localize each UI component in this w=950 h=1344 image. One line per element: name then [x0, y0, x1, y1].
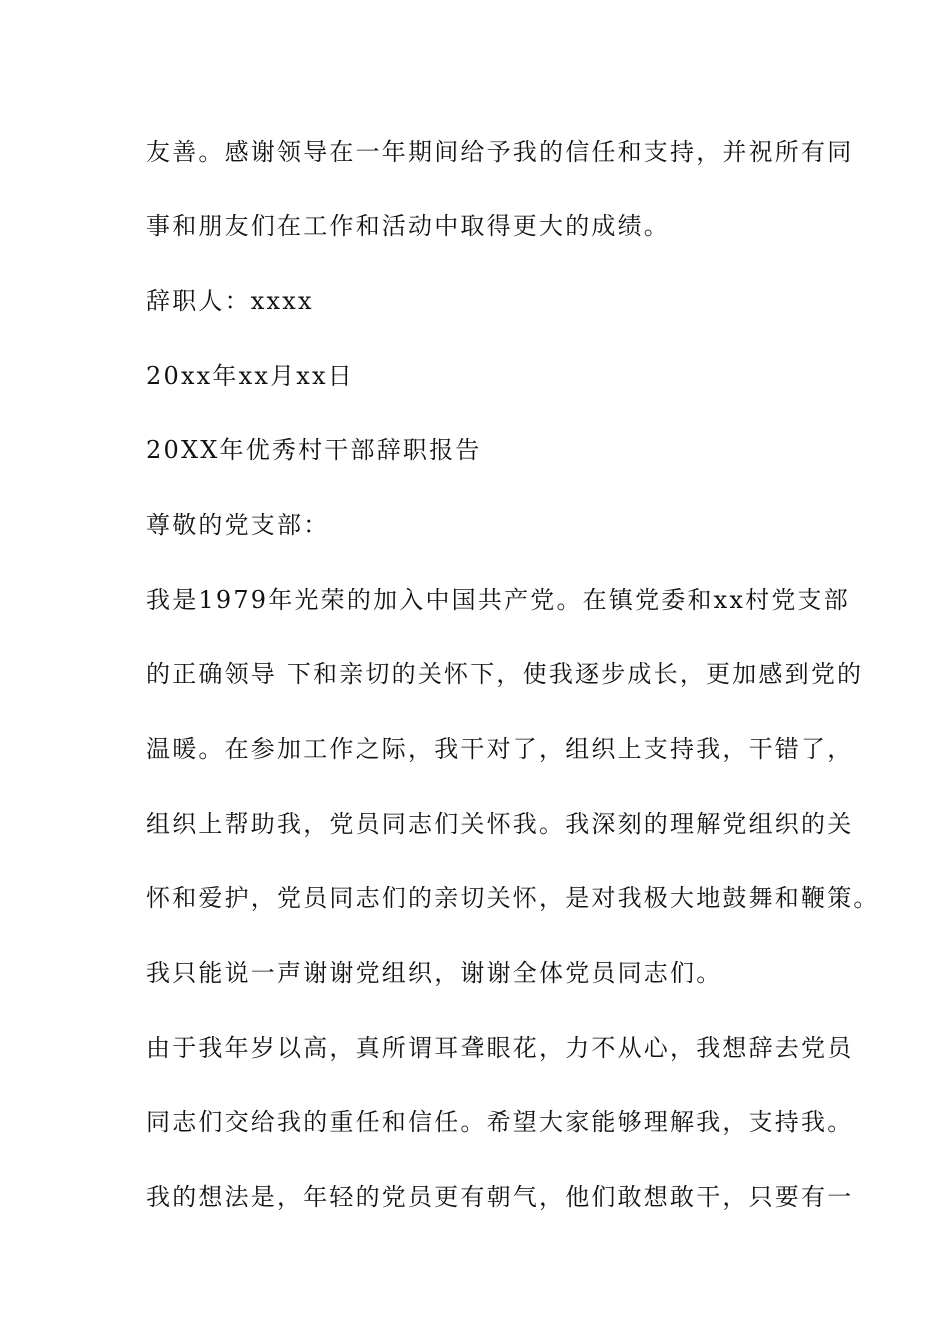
- text-line-7: 我是1979年光荣的加入中国共产党。在镇党委和xx村党支部: [146, 586, 850, 614]
- date-line: 20xx年xx月xx日: [146, 362, 354, 390]
- report-title: 20XX年优秀村干部辞职报告: [146, 436, 482, 464]
- salutation: 尊敬的党支部：: [146, 511, 330, 539]
- resigner-name-line: 辞职人：xxxx: [146, 287, 314, 315]
- text-line-2: 事和朋友们在工作和活动中取得更大的成绩。: [146, 212, 670, 240]
- text-line-8: 的正确领导 下和亲切的关怀下，使我逐步成长，更加感到党的: [146, 660, 864, 688]
- text-line-12: 我只能说一声谢谢党组织，谢谢全体党员同志们。: [146, 959, 723, 987]
- text-line-13: 由于我年岁以高，真所谓耳聋眼花，力不从心，我想辞去党员: [146, 1034, 854, 1062]
- text-line-1: 友善。感谢领导在一年期间给予我的信任和支持，并祝所有同: [146, 138, 854, 166]
- text-line-10: 组织上帮助我，党员同志们关怀我。我深刻的理解党组织的关: [146, 810, 854, 838]
- text-line-14: 同志们交给我的重任和信任。希望大家能够理解我，支持我。: [146, 1108, 854, 1136]
- text-line-11: 怀和爱护，党员同志们的亲切关怀，是对我极大地鼓舞和鞭策。: [146, 884, 880, 912]
- text-line-15: 我的想法是，年轻的党员更有朝气，他们敢想敢干，只要有一: [146, 1183, 854, 1211]
- text-line-9: 温暖。在参加工作之际，我干对了，组织上支持我，干错了，: [146, 735, 854, 763]
